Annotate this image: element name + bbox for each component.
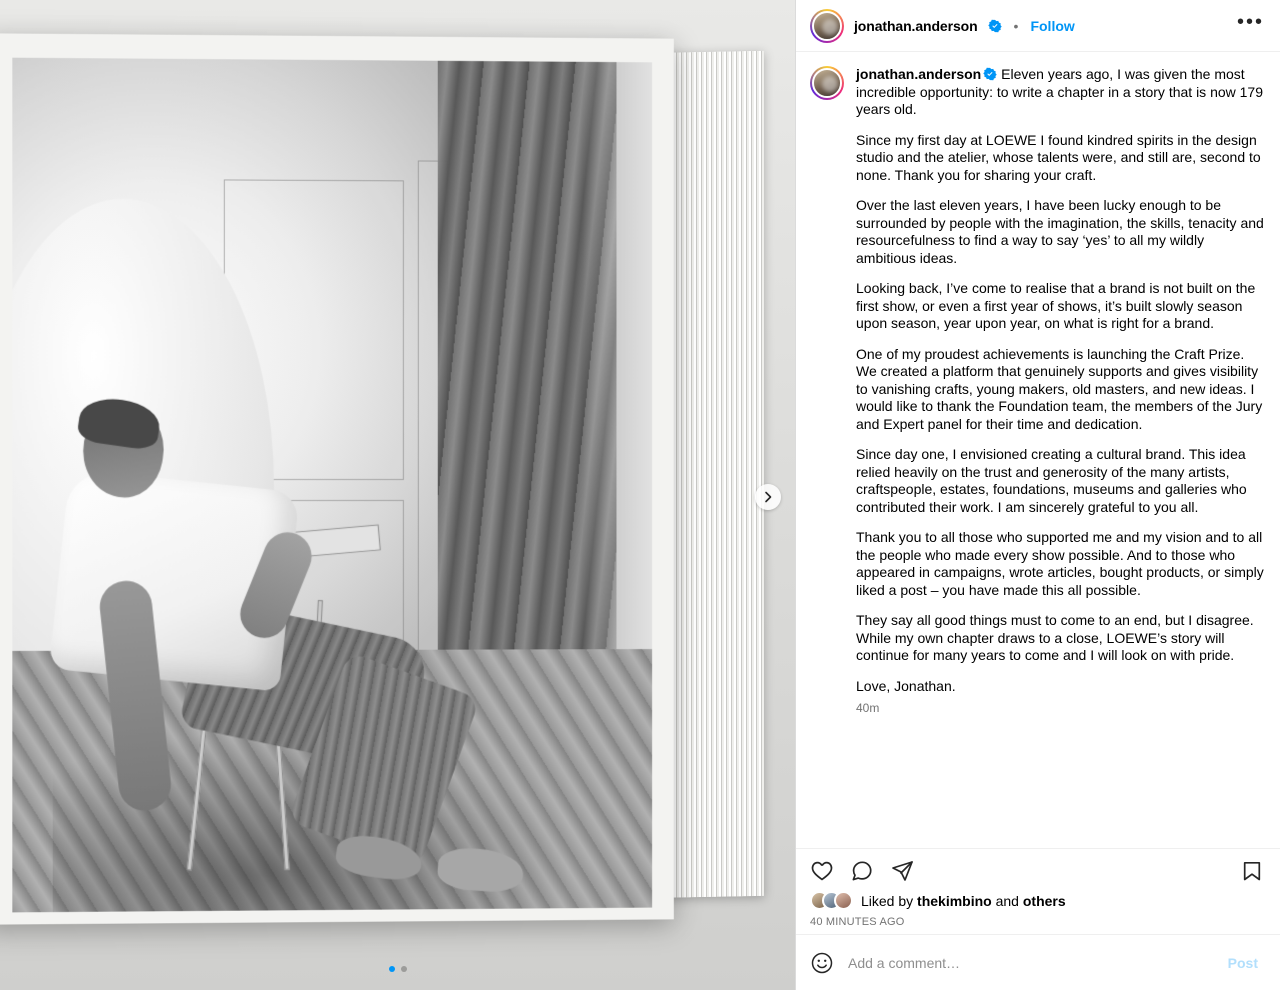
caption-avatar[interactable] bbox=[810, 66, 844, 100]
liker-username[interactable]: thekimbino bbox=[917, 892, 992, 909]
likes-prefix: Liked by bbox=[861, 892, 914, 909]
caption-paragraph: One of my proudest achievements is launching the Craft Prize. We created a platform that genuinely supports and gives visibility to vanishing crafts, young makers, old masters, and new ideas. I would like to thank the Foundation team, the members of the Jury and Expert panel for their time and dedication. bbox=[856, 345, 1263, 432]
comment-bar bbox=[796, 934, 1280, 990]
caption-username[interactable]: jonathan.anderson bbox=[856, 66, 982, 82]
caption-paragraph: Since day one, I envisioned creating a cultural brand. This idea relied heavily on the trust and generosity of the many artists, craftspeople, estates, foundations, museums and galleries who contributed their work. I am sincerely grateful to you all. bbox=[856, 446, 1247, 515]
comment-input[interactable] bbox=[846, 954, 1210, 972]
carousel-dot[interactable] bbox=[401, 966, 407, 972]
caption-body bbox=[856, 66, 1264, 715]
carousel-dots bbox=[0, 966, 795, 972]
likers-facepile bbox=[810, 891, 853, 910]
post-comment-button[interactable]: Post bbox=[1222, 954, 1264, 972]
emoji-picker-button[interactable] bbox=[810, 951, 834, 975]
caption-paragraph: Love, Jonathan. bbox=[856, 677, 956, 694]
follow-button[interactable]: Follow bbox=[1030, 17, 1075, 34]
bookmark-icon bbox=[1240, 859, 1264, 883]
carousel-next-button[interactable] bbox=[755, 484, 781, 510]
likes-conjunction: and bbox=[995, 892, 1019, 909]
book-photograph bbox=[12, 58, 652, 913]
caption-paragraph: Over the last eleven years, I have been lucky enough to be surrounded by people with the imagination, the skills, tenacity and resourcefulness to find a way to say ‘yes’ to all my wildly ambitious ideas. bbox=[856, 197, 1264, 266]
share-button[interactable] bbox=[890, 859, 914, 883]
post-relative-time: 40 MINUTES AGO bbox=[810, 916, 905, 928]
action-row bbox=[810, 859, 1264, 883]
comment-button[interactable] bbox=[850, 859, 874, 883]
avatar-image bbox=[812, 11, 842, 41]
caption-paragraph: Thank you to all those who supported me and my vision and to all the people who made every show possible. And to those who appeared in campaigns, wrote articles, bought products, or simply liked a post – you have made this all possible. bbox=[856, 529, 1264, 598]
caption-paragraph-text: Eleven years ago, I was given the most incredible opportunity: to write a chapter in a story that is now 179 years old. bbox=[856, 66, 1263, 117]
caption-avatar-image bbox=[812, 68, 842, 98]
share-icon bbox=[890, 859, 914, 883]
like-button[interactable] bbox=[810, 859, 834, 883]
caption-text bbox=[856, 66, 1264, 695]
header-username[interactable]: jonathan.anderson bbox=[854, 17, 978, 34]
book-left-page bbox=[0, 33, 674, 924]
verified-badge-icon bbox=[988, 19, 1002, 33]
likes-others[interactable]: others bbox=[1022, 892, 1066, 909]
post-sidebar bbox=[795, 0, 1280, 990]
caption-paragraph: Looking back, I’ve come to realise that a brand is not built on the first show, or even a first year of shows, it’s built slowly season upon season, year upon year, on what is right for a brand. bbox=[856, 280, 1256, 331]
verified-badge-icon bbox=[983, 67, 997, 81]
photo-book bbox=[0, 14, 770, 932]
post-header bbox=[796, 0, 1280, 52]
post-actions bbox=[796, 849, 1280, 934]
avatar[interactable] bbox=[810, 9, 844, 43]
more-options-button[interactable]: ••• bbox=[1236, 10, 1264, 33]
header-separator: • bbox=[1013, 17, 1019, 34]
caption-area[interactable] bbox=[796, 52, 1280, 849]
caption-row bbox=[810, 66, 1264, 715]
save-button[interactable] bbox=[1240, 859, 1264, 883]
emoji-smiley-icon bbox=[810, 951, 834, 975]
caption-paragraph bbox=[856, 66, 1264, 119]
chevron-right-icon bbox=[762, 491, 774, 503]
likes-text[interactable] bbox=[861, 893, 1066, 909]
liker-avatar bbox=[834, 891, 853, 910]
comment-icon bbox=[850, 859, 874, 883]
caption-timestamp: 40m bbox=[856, 701, 880, 715]
carousel-dot[interactable] bbox=[389, 966, 395, 972]
caption-paragraph: Since my first day at LOEWE I found kindred spirits in the design studio and the atelier, whose talents were, and still are, second to none. Thank you for sharing your craft. bbox=[856, 131, 1261, 183]
likes-row bbox=[810, 891, 1264, 910]
caption-paragraph: They say all good things must to come to an end, but I disagree. While my own chapter draws to a close, LOEWE’s story will continue for many years to come and I will look on with pride. bbox=[856, 612, 1254, 663]
heart-icon bbox=[810, 859, 834, 883]
